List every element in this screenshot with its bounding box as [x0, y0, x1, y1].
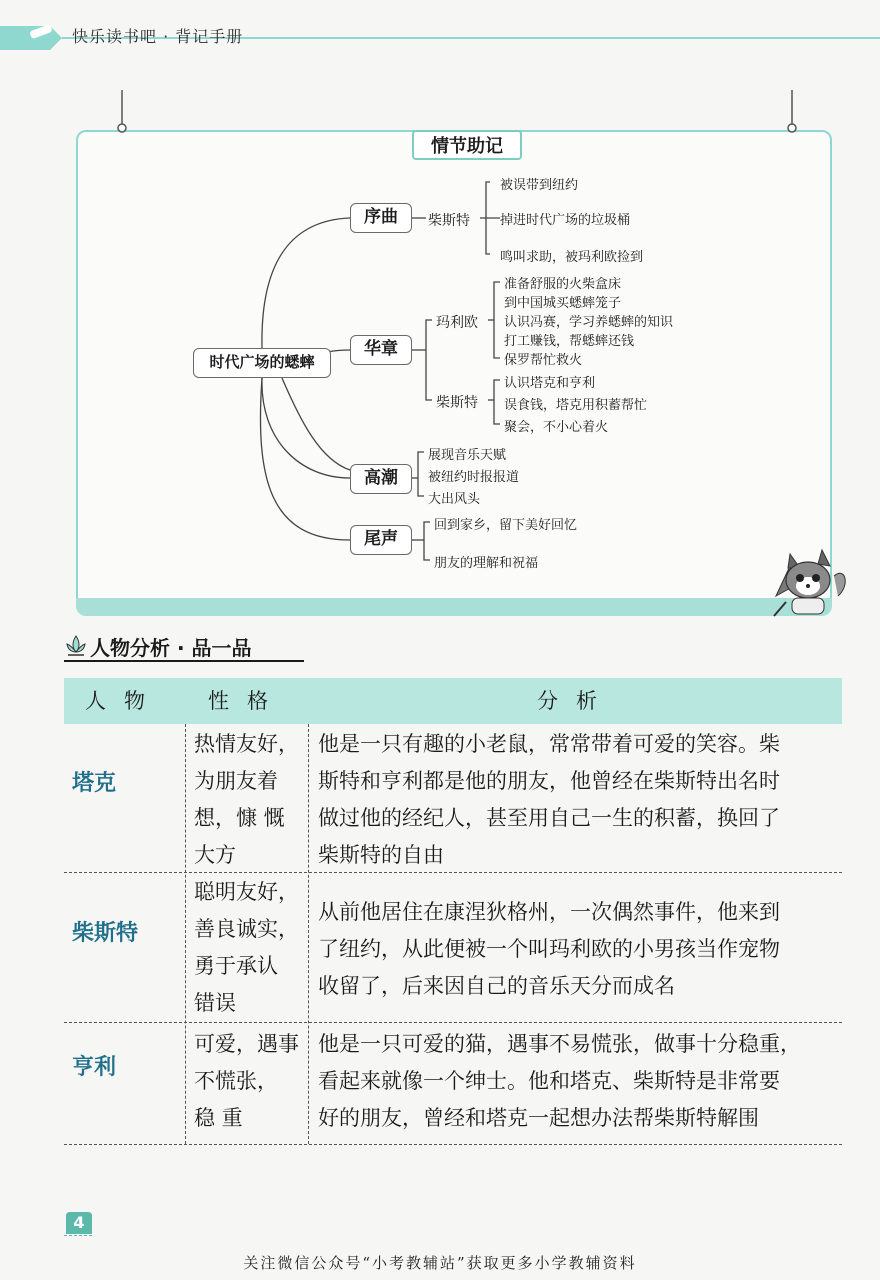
prelude-item: 被误带到纽约	[500, 178, 579, 193]
trait-cell	[194, 726, 306, 874]
main-item: 到中国城买蟋蟀笼子	[504, 296, 622, 311]
analysis-line: 做过他的经纪人，甚至用自己一生的积蓄，换回了	[318, 806, 780, 830]
main-item: 打工赚钱，帮蟋蟀还钱	[504, 334, 635, 349]
header-title: 快乐读书吧 · 背记手册	[72, 27, 244, 46]
footer-note: 关注微信公众号“小考教辅站”获取更多小学教辅资料	[243, 1254, 637, 1272]
analysis-line: 斯特和亨利都是他的朋友，他曾经在柴斯特出名时	[318, 769, 780, 793]
trait-line: 聪明友好，	[194, 880, 299, 904]
mindmap-root: 时代广场的蟋蟀	[193, 348, 331, 378]
analysis-line: 从前他居住在康涅狄格州，一次偶然事件，他来到	[318, 900, 780, 924]
climax-item: 被纽约时报报道	[428, 470, 520, 485]
trait-line: 稳 重	[194, 1106, 243, 1130]
trait-line: 想，慷 慨	[194, 806, 285, 830]
table-header-character: 人物	[85, 689, 163, 713]
analysis-line: 收留了，后来因自己的音乐天分而成名	[318, 974, 675, 998]
row-divider	[64, 1144, 842, 1145]
analysis-cell	[318, 894, 838, 1005]
main-item: 认识冯赛，学习养蟋蟀的知识	[504, 315, 674, 330]
trait-cell	[194, 874, 306, 1022]
analysis-line: 看起来就像一个绅士。他和塔克、柴斯特是非常要	[318, 1069, 780, 1093]
character-name: 塔克	[72, 771, 117, 796]
column-divider	[308, 724, 309, 1144]
trait-line: 可爱，遇事	[194, 1032, 299, 1056]
prelude-subject: 柴斯特	[428, 213, 470, 229]
trait-line: 错误	[194, 991, 236, 1015]
column-divider	[185, 724, 186, 1144]
trait-line: 大方	[194, 843, 236, 867]
section-epilogue: 尾声	[350, 525, 412, 555]
main-item: 认识塔克和亨利	[504, 376, 596, 391]
fox-mascot-illustration	[772, 546, 852, 618]
main-item: 聚会，不小心着火	[504, 420, 609, 435]
section-climax: 高潮	[350, 464, 412, 494]
main-item: 保罗帮忙救火	[504, 353, 583, 368]
climax-item: 展现音乐天赋	[428, 448, 507, 463]
analysis-cell	[318, 726, 838, 874]
trait-cell	[194, 1026, 306, 1137]
table-header-personality: 性格	[208, 689, 286, 713]
analysis-line: 柴斯特的自由	[318, 843, 444, 867]
mindmap-title: 情节助记	[412, 130, 522, 160]
row-divider	[64, 1022, 842, 1023]
main-subject-mario: 玛利欧	[436, 315, 478, 331]
analysis-line: 他是一只可爱的猫，遇事不易慌张，做事十分稳重，	[318, 1032, 801, 1056]
analysis-line: 了纽约，从此便被一个叫玛利欧的小男孩当作宠物	[318, 937, 780, 961]
analysis-line: 好的朋友，曾经和塔克一起想办法帮柴斯特解围	[318, 1106, 759, 1130]
analysis-heading: 人物分析 · 品一品	[90, 636, 252, 660]
table-header-analysis: 分析	[537, 689, 615, 713]
character-name: 亨利	[72, 1055, 117, 1080]
page-number: 4	[73, 1213, 85, 1232]
epilogue-item: 朋友的理解和祝福	[434, 556, 539, 571]
main-subject-chester: 柴斯特	[436, 395, 478, 411]
prelude-item: 掉进时代广场的垃圾桶	[500, 213, 631, 228]
prelude-item: 鸣叫求助，被玛利欧捡到	[500, 250, 644, 265]
lotus-icon	[64, 632, 88, 658]
trait-line: 不慌张，	[194, 1069, 278, 1093]
analysis-cell	[318, 1026, 838, 1137]
heading-underline	[64, 660, 304, 662]
trait-line: 善良诚实，	[194, 917, 299, 941]
trait-line: 热情友好，	[194, 732, 299, 756]
character-name: 柴斯特	[72, 921, 139, 946]
main-item: 准备舒服的火柴盒床	[504, 277, 622, 292]
main-item: 误食钱，塔克用积蓄帮忙	[504, 398, 648, 413]
analysis-line: 他是一只有趣的小老鼠，常常带着可爱的笑容。柴	[318, 732, 780, 756]
section-main: 华章	[350, 335, 412, 365]
climax-item: 大出风头	[428, 492, 481, 507]
epilogue-item: 回到家乡，留下美好回忆	[434, 518, 578, 533]
trait-line: 为朋友着	[194, 769, 278, 793]
section-prelude: 序曲	[350, 203, 412, 233]
trait-line: 勇于承认	[194, 954, 278, 978]
